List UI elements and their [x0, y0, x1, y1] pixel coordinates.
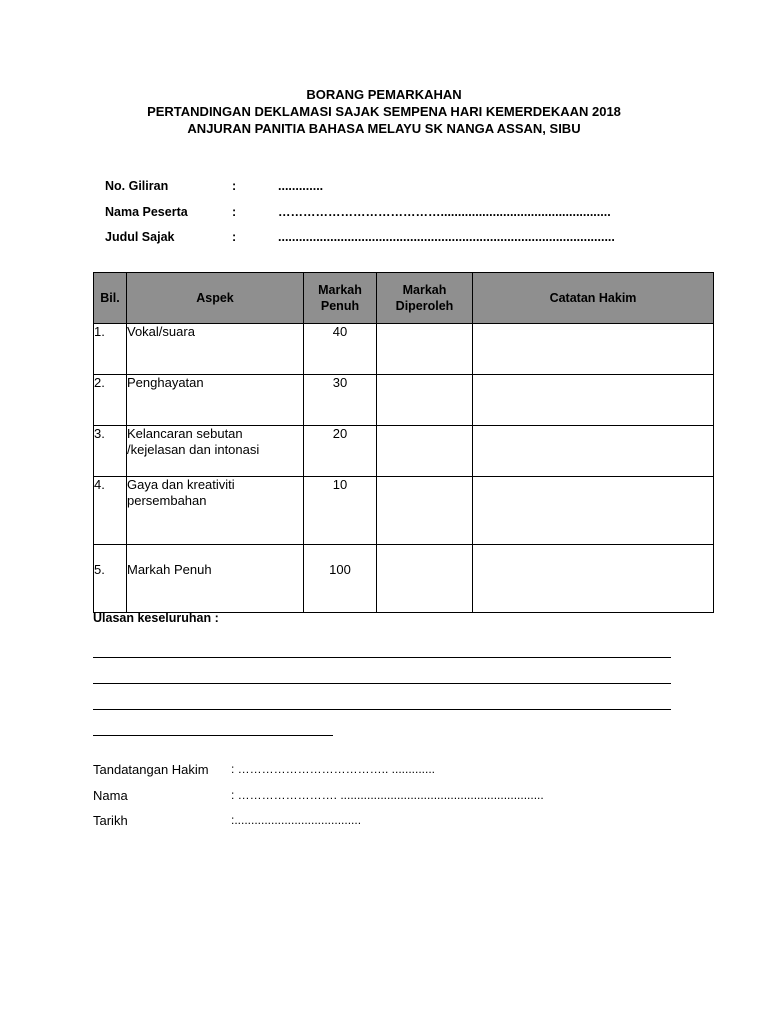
- form-title-block: [0, 86, 768, 137]
- tarikh-field[interactable]: :......................................: [231, 813, 362, 827]
- catatan-hakim-cell[interactable]: [473, 324, 714, 375]
- sig-label: Tandatangan Hakim: [93, 762, 209, 777]
- header-markah-penuh: Markah Penuh: [304, 273, 377, 324]
- row-aspek: Markah Penuh: [127, 545, 304, 613]
- table-row: [94, 375, 714, 426]
- row-markah-penuh: 10: [304, 477, 377, 545]
- markah-diperoleh-cell[interactable]: [377, 426, 473, 477]
- ulasan-line[interactable]: [93, 735, 333, 736]
- judul-sajak-field[interactable]: .................................................................................................: [278, 230, 615, 244]
- catatan-hakim-cell[interactable]: [473, 477, 714, 545]
- competition-title: PERTANDINGAN DEKLAMASI SAJAK SEMPENA HARI KEMERDEKAAN 2018: [147, 104, 621, 119]
- table-header-row: [94, 273, 714, 324]
- header-aspek: Aspek: [127, 273, 304, 324]
- info-label: Judul Sajak: [105, 230, 175, 244]
- header-bil: Bil.: [94, 273, 127, 324]
- sig-label: Nama: [93, 787, 128, 803]
- nama-hakim-field[interactable]: : ……………………. .............................................................: [231, 787, 544, 802]
- row-aspek: Gaya dan kreativiti persembahan: [127, 477, 304, 545]
- row-markah-penuh: 30: [304, 375, 377, 426]
- row-markah-penuh: 100: [304, 545, 377, 613]
- row-aspek: Kelancaran sebutan /kejelasan dan intonasi: [127, 426, 304, 477]
- sig-label: Tarikh: [93, 813, 128, 828]
- table-row: [94, 324, 714, 375]
- markah-diperoleh-cell[interactable]: [377, 324, 473, 375]
- ulasan-line[interactable]: [93, 709, 671, 710]
- catatan-hakim-cell[interactable]: [473, 545, 714, 613]
- row-markah-penuh: 20: [304, 426, 377, 477]
- info-label: Nama Peserta: [105, 204, 188, 219]
- giliran-field[interactable]: .............: [278, 179, 324, 193]
- tandatangan-field[interactable]: : ……………………………….. .............: [231, 762, 436, 776]
- markah-diperoleh-cell[interactable]: [377, 477, 473, 545]
- form-title: BORANG PEMARKAHAN: [306, 87, 462, 102]
- info-colon: :: [232, 179, 237, 193]
- header-catatan-hakim: Catatan Hakim: [473, 273, 714, 324]
- markah-diperoleh-cell[interactable]: [377, 375, 473, 426]
- table-row: [94, 545, 714, 613]
- row-number: 4.: [94, 477, 127, 545]
- info-colon: :: [232, 204, 237, 219]
- table-row: [94, 477, 714, 545]
- nama-peserta-field[interactable]: ………………………………….................................................: [278, 204, 611, 219]
- info-label: No. Giliran: [105, 179, 169, 193]
- row-markah-penuh: 40: [304, 324, 377, 375]
- row-aspek: Penghayatan: [127, 375, 304, 426]
- catatan-hakim-cell[interactable]: [473, 375, 714, 426]
- row-aspek: Vokal/suara: [127, 324, 304, 375]
- table-row: [94, 426, 714, 477]
- ulasan-line[interactable]: [93, 683, 671, 684]
- row-number: 2.: [94, 375, 127, 426]
- score-table: [93, 272, 714, 613]
- ulasan-label: Ulasan keseluruhan :: [93, 611, 219, 625]
- header-markah-diperoleh: Markah Diperoleh: [377, 273, 473, 324]
- markah-diperoleh-cell[interactable]: [377, 545, 473, 613]
- info-colon: :: [232, 230, 237, 244]
- organizer-title: ANJURAN PANITIA BAHASA MELAYU SK NANGA ASSAN, SIBU: [187, 121, 581, 136]
- row-number: 5.: [94, 545, 127, 613]
- ulasan-line[interactable]: [93, 657, 671, 658]
- row-number: 1.: [94, 324, 127, 375]
- row-number: 3.: [94, 426, 127, 477]
- catatan-hakim-cell[interactable]: [473, 426, 714, 477]
